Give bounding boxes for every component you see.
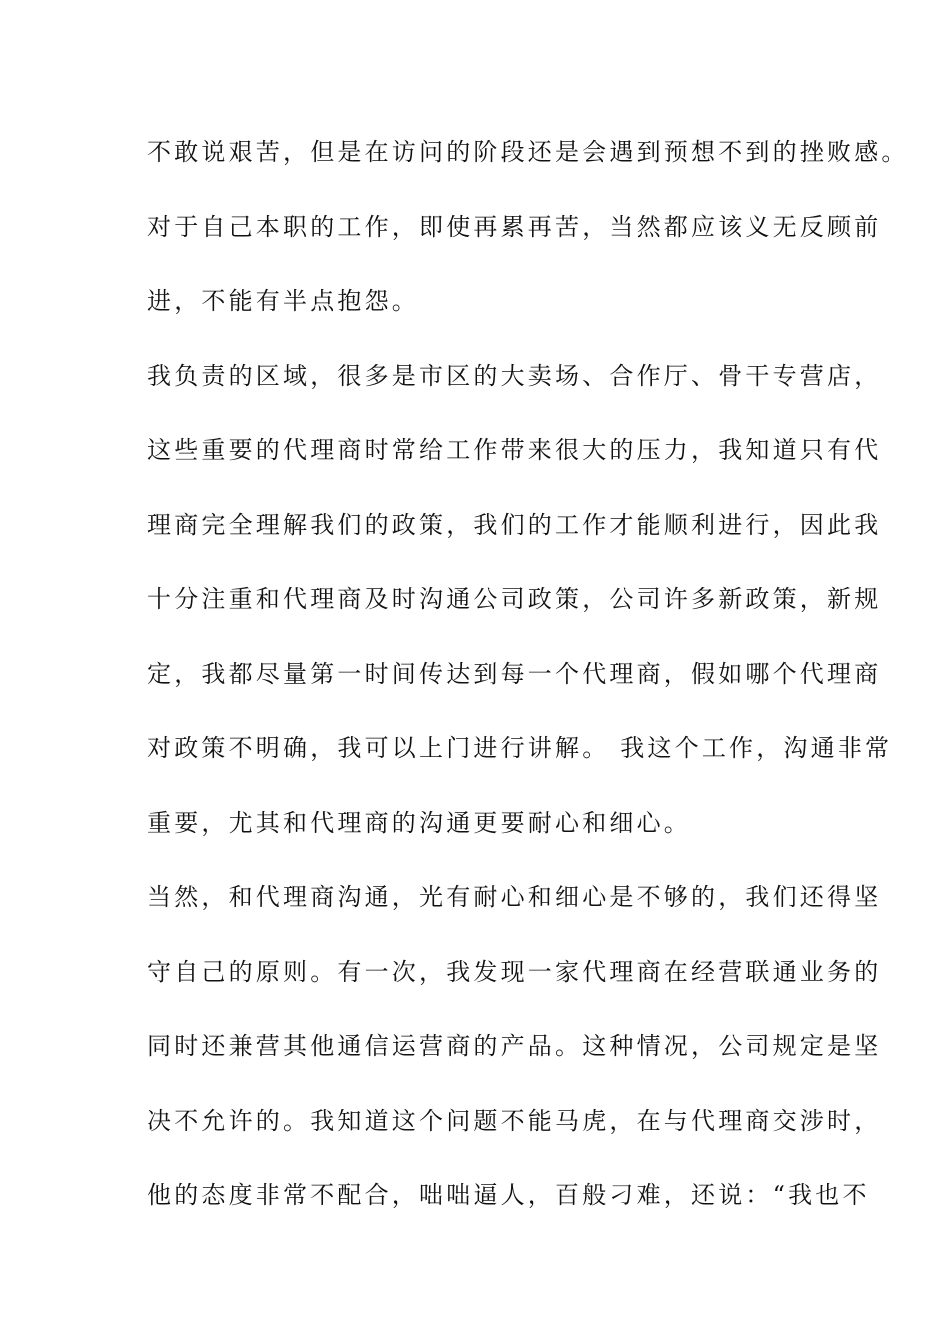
text-line: 这些重要的代理商时常给工作带来很大的压力，我知道只有代 — [147, 436, 882, 464]
text-line: 十分注重和代理商及时沟通公司政策，公司许多新政策，新规 — [147, 585, 882, 613]
text-line: 守自己的原则。有一次，我发现一家代理商在经营联通业务的 — [147, 957, 882, 986]
text-line: 理商完全理解我们的政策，我们的工作才能顺利进行，因此我 — [147, 510, 882, 539]
text-line: 决不允许的。我知道这个问题不能马虎，在与代理商交涉时， — [147, 1106, 882, 1135]
text-line: 不敢说艰苦，但是在访问的阶段还是会遇到预想不到的挫败感。 — [147, 138, 909, 166]
text-line: 定，我都尽量第一时间传达到每一个代理商，假如哪个代理商 — [147, 659, 882, 688]
text-line: 对政策不明确，我可以上门进行讲解。 我这个工作，沟通非常 — [147, 734, 893, 762]
text-line: 我负责的区域，很多是市区的大卖场、合作厅、骨干专营店， — [147, 361, 882, 390]
body-text — [147, 128, 909, 1246]
text-line: 同时还兼营其他通信运营商的产品。这种情况，公司规定是坚 — [147, 1032, 882, 1060]
text-line: 对于自己本职的工作，即使再累再苦，当然都应该义无反顾前 — [147, 212, 882, 241]
text-line: 重要，尤其和代理商的沟通更要耐心和细心。 — [147, 808, 691, 837]
text-line: 进，不能有半点抱怨。 — [147, 287, 419, 315]
text-line: 当然，和代理商沟通，光有耐心和细心是不够的，我们还得坚 — [147, 883, 882, 911]
text-line: 他的态度非常不配合，咄咄逼人，百般刁难，还说：“我也不 — [147, 1181, 870, 1209]
